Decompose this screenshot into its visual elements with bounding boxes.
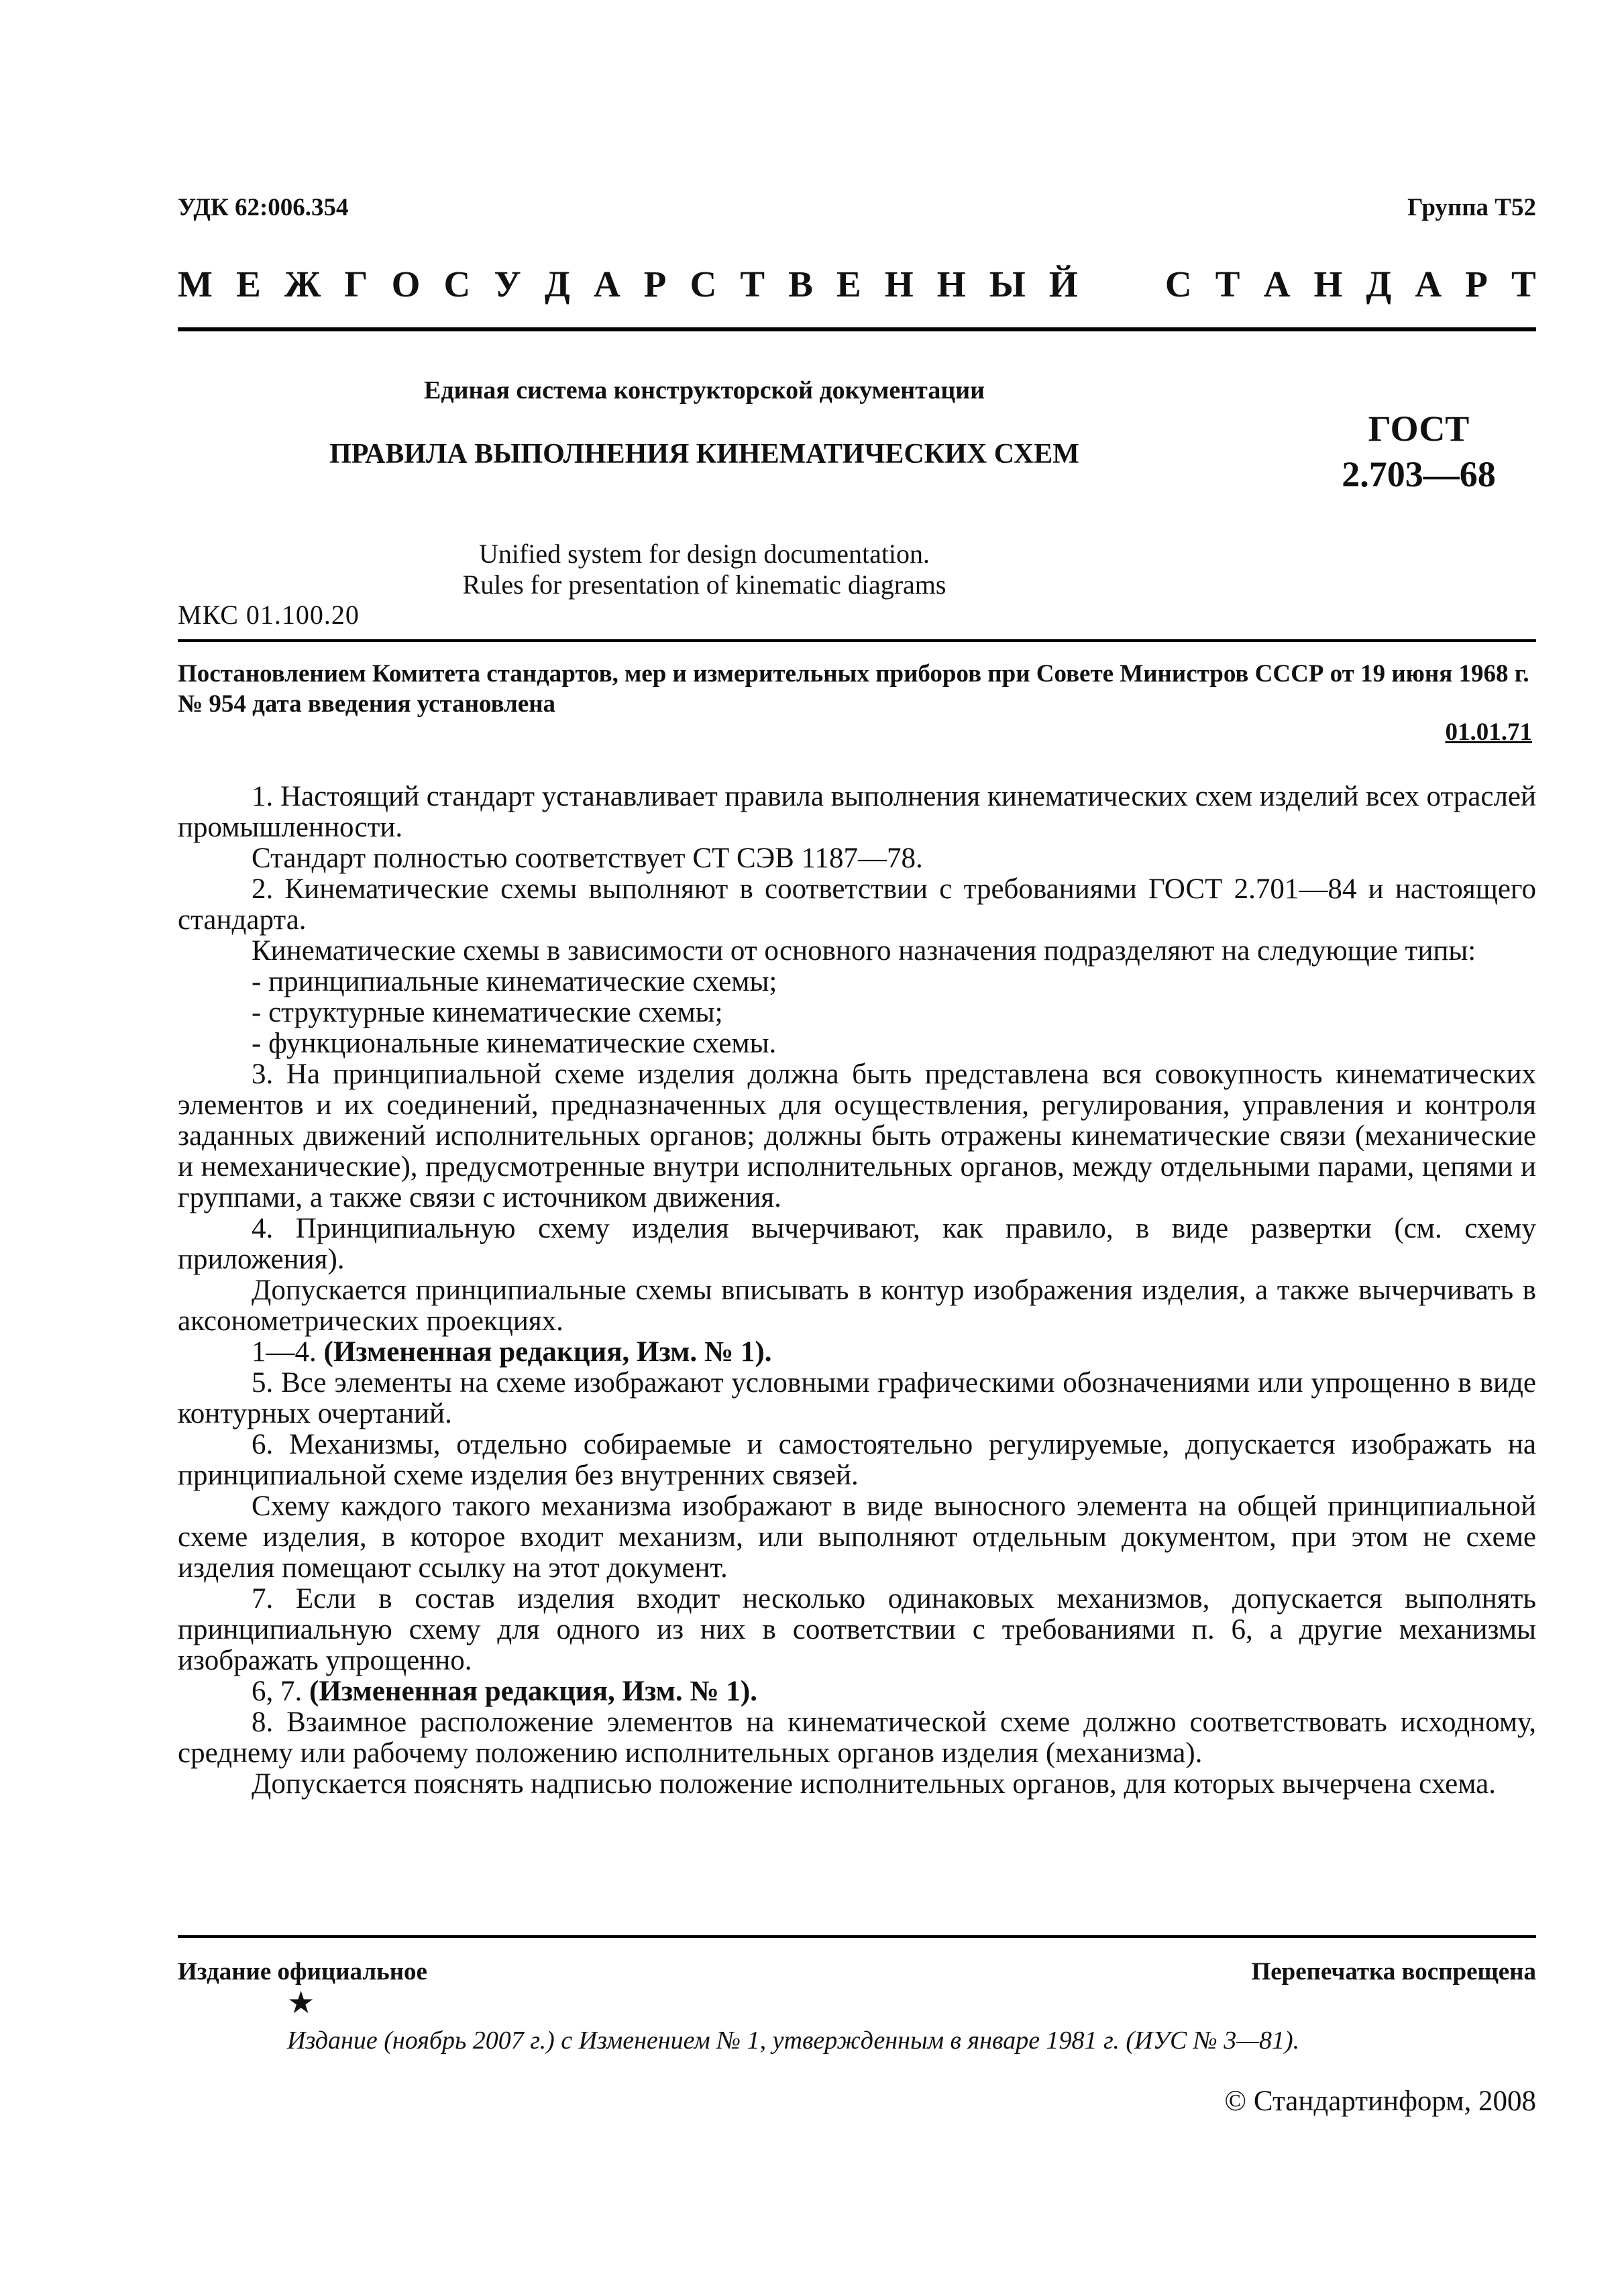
banner-letter: Е bbox=[236, 264, 261, 305]
star-icon: ★ bbox=[287, 1986, 315, 2020]
udk-code: УДК 62:006.354 bbox=[178, 194, 349, 221]
banner-letter: С bbox=[443, 264, 471, 305]
banner-letter: В bbox=[788, 264, 813, 305]
banner-letter: Р bbox=[1465, 264, 1488, 305]
group-code: Группа Т52 bbox=[1407, 194, 1536, 221]
title-rule bbox=[178, 639, 1536, 642]
banner-letter: Н bbox=[936, 264, 966, 305]
reprint-prohibited: Перепечатка воспрещена bbox=[1251, 1958, 1536, 1986]
banner-letter: Н bbox=[884, 264, 914, 305]
banner-letter: У bbox=[494, 264, 521, 305]
banner-letter: Д bbox=[1366, 264, 1392, 305]
banner-letter: Д bbox=[544, 264, 570, 305]
body-paragraph: 8. Взаимное расположение элементов на кинематической схеме должно соответствовать исходному, среднему или рабочему положению исполнительных органов изделия (механизма). bbox=[178, 1706, 1536, 1769]
banner-letter: А bbox=[1263, 264, 1291, 305]
body-paragraph: - структурные кинематические схемы; bbox=[252, 997, 723, 1028]
gost-label: ГОСТ bbox=[1368, 409, 1470, 449]
amendment-label: (Измененная редакция, Изм. № 1). bbox=[323, 1336, 772, 1368]
amendment-prefix: 6, 7. bbox=[252, 1676, 309, 1707]
banner-letter: А bbox=[593, 264, 620, 305]
banner-letter: Н bbox=[1313, 264, 1343, 305]
amendment-note-1 bbox=[178, 1337, 1536, 1368]
amendment-prefix: 1—4. bbox=[252, 1336, 324, 1368]
banner-gap bbox=[1101, 263, 1142, 305]
amendment-note-2 bbox=[178, 1676, 1536, 1707]
body-paragraph: 3. На принципиальной схеме изделия должна быть представлена вся совокупность кинематических элементов и их соединений, предназначенных для осуществления, регулирования, управления и контроля заданных движений исполнительных органов; должны быть отражены кинематические связи (механические и немеханические), предусмотренные внутри исполнительных органов, между отдельными парами, цепями и группами, а также связи с источником движения. bbox=[178, 1058, 1536, 1213]
banner-letter: Т bbox=[1511, 264, 1536, 305]
decree-text: Постановлением Комитета стандартов, мер и измерительных приборов при Совете Министров СССР от 19 июня 1968 г. № 954 дата введения установлена bbox=[178, 660, 1529, 718]
gost-number: 2.703—68 bbox=[1342, 454, 1496, 494]
banner-letter: О bbox=[391, 264, 421, 305]
banner-letter: Ж bbox=[284, 264, 321, 305]
banner-letter: Е bbox=[836, 264, 861, 305]
edition-note: Издание (ноябрь 2007 г.) с Изменением № 1, утвержденным в январе 1981 г. (ИУС № 3—81). bbox=[287, 2026, 1300, 2055]
body-paragraph: - принципиальные кинематические схемы; bbox=[252, 966, 777, 997]
body-paragraph: 2. Кинематические схемы выполняют в соответствии с требованиями ГОСТ 2.701—84 и настоящего стандарта. bbox=[178, 873, 1536, 936]
banner-letter: Р bbox=[643, 264, 667, 305]
banner-letter: Г bbox=[344, 264, 368, 305]
official-edition: Издание официальное bbox=[178, 1958, 427, 1986]
amendment-label: (Измененная редакция, Изм. № 1). bbox=[309, 1676, 757, 1707]
body-paragraph: 1. Настоящий стандарт устанавливает правила выполнения кинематических схем изделий всех отраслей промышленности. bbox=[178, 781, 1536, 843]
body-paragraph: Стандарт полностью соответствует СТ СЭВ 1187—78. bbox=[252, 843, 923, 874]
system-title: Единая система конструкторской документации bbox=[424, 376, 985, 404]
effective-date: 01.01.71 bbox=[1445, 718, 1532, 746]
banner-letter: С bbox=[690, 264, 717, 305]
body-paragraph: 5. Все элементы на схеме изображают условными графическими обозначениями или упрощенно в виде контурных очертаний. bbox=[178, 1367, 1536, 1429]
banner-letter: Т bbox=[1215, 264, 1240, 305]
interstate-standard-banner bbox=[178, 263, 1536, 305]
header-rule bbox=[178, 327, 1536, 331]
english-title-line2: Rules for presentation of kinematic diagrams bbox=[462, 569, 946, 600]
body-paragraph: Допускается принципиальные схемы вписывать в контур изображения изделия, а также вычерчивать в аксонометрических проекциях. bbox=[178, 1274, 1536, 1337]
banner-letter: А bbox=[1415, 264, 1442, 305]
banner-letter: Й bbox=[1048, 264, 1078, 305]
mks-code: МКС 01.100.20 bbox=[178, 600, 360, 630]
english-title-line1: Unified system for design documentation. bbox=[478, 539, 930, 569]
banner-letter: Т bbox=[740, 264, 765, 305]
body-paragraph: 7. Если в состав изделия входит несколько одинаковых механизмов, допускается выполнять принципиальную схему для одного из них в соответствии с требованиями п. 6, а другие механизмы изображать упрощенно. bbox=[178, 1583, 1536, 1676]
body-paragraph: 4. Принципиальную схему изделия вычерчивают, как правило, в виде развертки (см. схему приложения). bbox=[178, 1213, 1536, 1275]
banner-letter: Ы bbox=[989, 264, 1026, 305]
footer-rule bbox=[178, 1935, 1536, 1938]
banner-letter: М bbox=[178, 264, 213, 305]
body-paragraph: Допускается пояснять надписью положение исполнительных органов, для которых вычерчена схема. bbox=[252, 1768, 1496, 1800]
body-paragraph: Кинематические схемы в зависимости от основного назначения подразделяют на следующие типы: bbox=[252, 935, 1476, 967]
body-paragraph: 6. Механизмы, отдельно собираемые и самостоятельно регулируемые, допускается изображать на принципиальной схеме изделия без внутренних связей. bbox=[178, 1429, 1536, 1491]
document-body bbox=[178, 781, 1536, 1800]
document-title: ПРАВИЛА ВЫПОЛНЕНИЯ КИНЕМАТИЧЕСКИХ СХЕМ bbox=[329, 439, 1079, 470]
body-paragraph: Схему каждого такого механизма изображают в виде выносного элемента на общей принципиальной схеме изделия, в которое входит механизм, или выполняют отдельным документом, при этом не схеме изделия помещают ссылку на этот документ. bbox=[178, 1490, 1536, 1584]
body-paragraph: - функциональные кинематические схемы. bbox=[252, 1028, 777, 1059]
copyright: © Стандартинформ, 2008 bbox=[1224, 2085, 1536, 2117]
banner-letter: С bbox=[1165, 264, 1192, 305]
